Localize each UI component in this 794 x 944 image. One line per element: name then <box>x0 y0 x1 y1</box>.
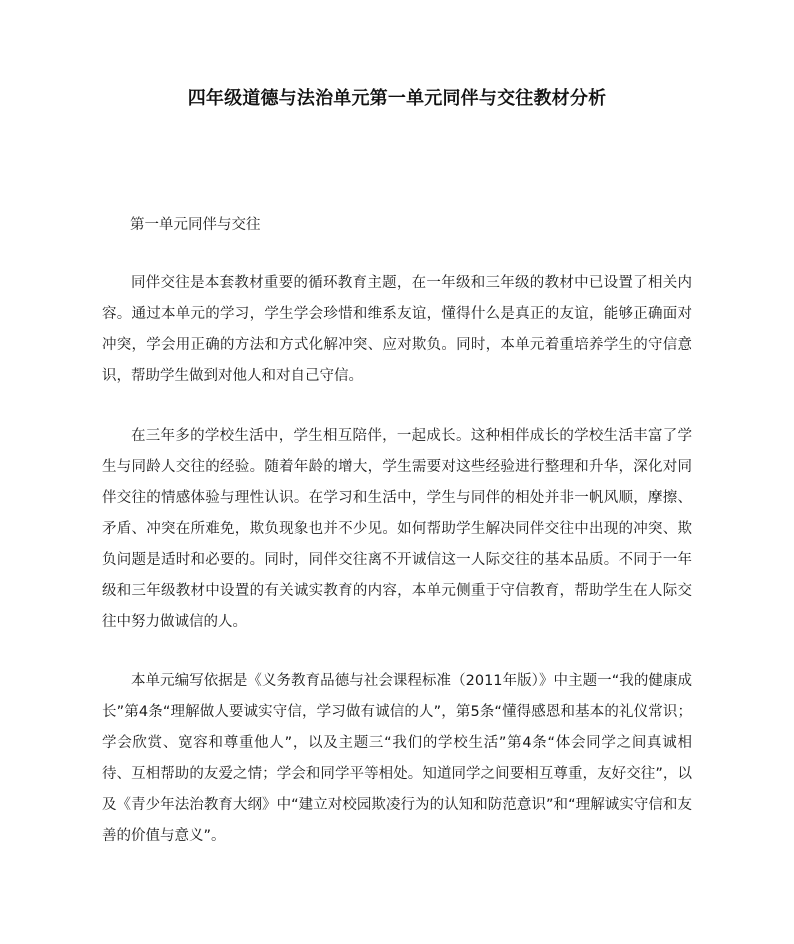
paragraph-1: 同伴交往是本套教材重要的循环教育主题，在一年级和三年级的教材中已设置了相关内容。通过本单元的学习，学生学会珍惜和维系友谊，懂得什么是真正的友谊，能够正确面对冲突，学会用正确的方法和方式化解冲突、应对欺负。同时，本单元着重培养学生的守信意识，帮助学生做到对他人和对自己守信。 <box>102 275 692 384</box>
paragraph-2: 在三年多的学校生活中，学生相互陪伴，一起成长。这种相伴成长的学校生活丰富了学生与同龄人交往的经验。随着年龄的增大，学生需要对这些经验进行整理和升华，深化对同伴交往的情感体验与理性认识。在学习和生活中，学生与同伴的相处并非一帆风顺，摩擦、矛盾、冲突在所难免，欺负现象也并不少见。如何帮助学生解决同伴交往中出现的冲突、欺负问题是适时和必要的。同时，同伴交往离不开诚信这一人际交往的基本品质。不同于一年级和三年级教材中设置的有关诚实教育的内容，本单元侧重于守信教育，帮助学生在人际交往中努力做诚信的人。 <box>102 428 692 630</box>
document-title: 四年级道德与法治单元第一单元同伴与交往教材分析 <box>187 88 607 109</box>
section-heading: 第一单元同伴与交往 <box>130 217 261 233</box>
paragraph-3: 本单元编写依据是《义务教育品德与社会课程标准（2011年版）》中主题一“我的健康成长”第4条“理解做人要诚实守信，学习做有诚信的人”，第5条“懂得感恩和基本的礼仪常识；学会欣赏、宽容和尊重他人”，以及主题三“我们的学校生活”第4条“体会同学之间真诚相待、互相帮助的友爱之情；学会和同学平等相处。知道同学之间要相互尊重，友好交往”，以及《青少年法治教育大纲》中“建立对校园欺凌行为的认知和防范意识”和“理解诚实守信和友善的价值与意义”。 <box>102 673 692 844</box>
